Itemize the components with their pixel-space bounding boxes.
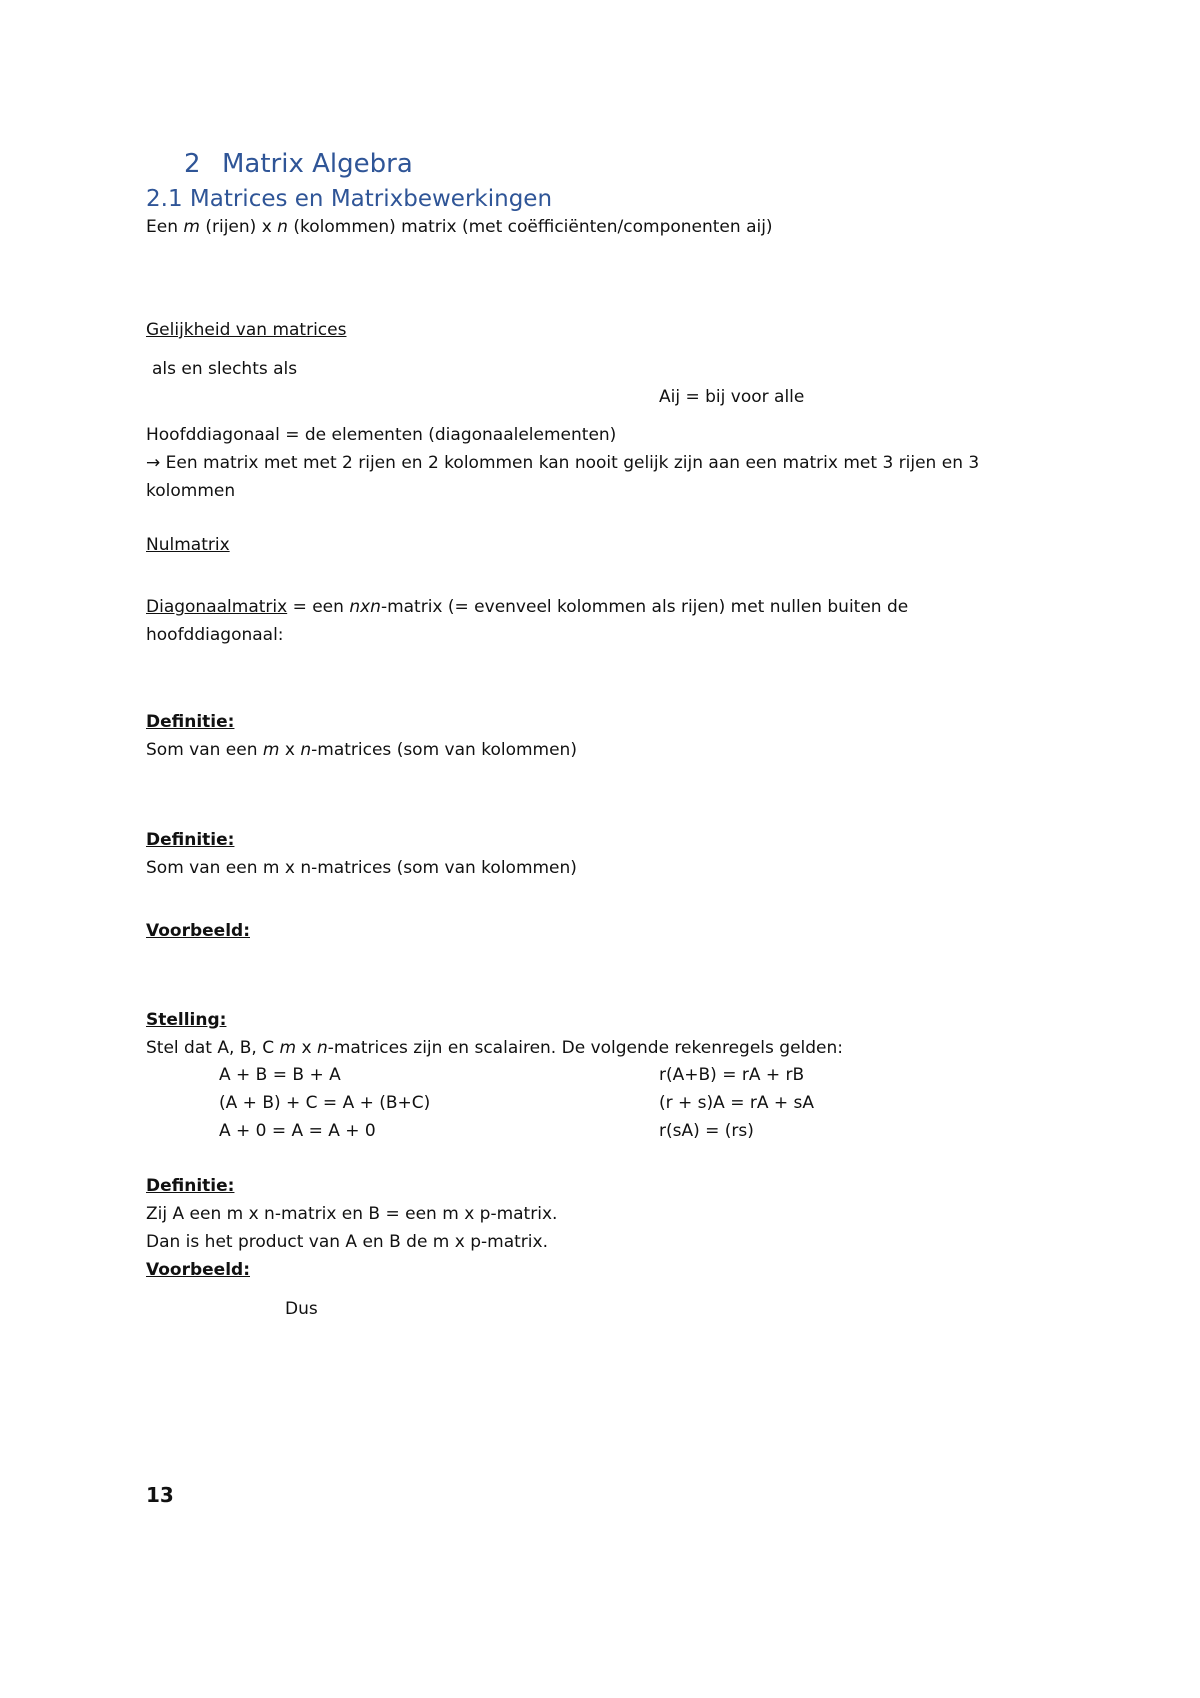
def1-x: x: [279, 740, 301, 760]
dus-text: Dus: [285, 1299, 318, 1319]
zero-matrix-heading: Nulmatrix: [146, 535, 230, 555]
equality-note-line2: kolommen: [146, 481, 236, 501]
intro-n: n: [277, 217, 288, 237]
theorem-n: n: [316, 1038, 328, 1058]
rule-left-2: (A + B) + C = A + (B+C): [219, 1093, 431, 1113]
rule-right-1: r(A+B) = rA + rB: [659, 1065, 805, 1085]
chapter-heading: [184, 149, 413, 179]
definition2-text: Som van een m x n-matrices (som van kolommen): [146, 858, 577, 878]
rule-left-3: A + 0 = A = A + 0: [219, 1121, 376, 1141]
def1-n: n: [300, 740, 312, 760]
equality-heading: Gelijkheid van matrices: [146, 320, 347, 340]
chapter-title: Matrix Algebra: [222, 149, 413, 179]
theorem-pre: Stel dat A, B, C: [146, 1038, 280, 1058]
intro-rows: (rijen) x: [199, 217, 278, 237]
theorem-x: x: [296, 1038, 317, 1058]
def1-post: -matrices (som van kolommen): [311, 740, 577, 760]
arrow-icon: →: [146, 453, 161, 473]
definition3-line2: Dan is het product van A en B de m x p-matrix.: [146, 1232, 548, 1252]
diagonal-post: -matrix (= evenveel kolommen als rijen) met nullen buiten de: [380, 597, 909, 617]
chapter-number: 2: [184, 149, 201, 179]
rule-right-3: r(sA) = (rs): [659, 1121, 754, 1141]
intro-pre: Een: [146, 217, 184, 237]
rule-right-2: (r + s)A = rA + sA: [659, 1093, 815, 1113]
example2-heading: Voorbeeld:: [146, 1260, 250, 1280]
equality-line2: Aij = bij voor alle: [659, 387, 805, 407]
definition1-text: [146, 740, 577, 760]
diagonal-matrix-line2: hoofddiagonaal:: [146, 625, 284, 645]
rule-left-1: A + B = B + A: [219, 1065, 341, 1085]
diagonal-pre: = een: [287, 597, 350, 617]
definition1-heading: Definitie:: [146, 712, 235, 732]
theorem-post: -matrices zijn en scalairen. De volgende rekenregels gelden:: [327, 1038, 844, 1058]
intro-m: m: [183, 217, 200, 237]
intro-post: (kolommen) matrix (met coëfficiënten/componenten aij): [287, 217, 773, 237]
example1-heading: Voorbeeld:: [146, 921, 250, 941]
theorem-heading: Stelling:: [146, 1010, 227, 1030]
theorem-text: [146, 1038, 843, 1058]
diagonal-matrix-heading: Diagonaalmatrix: [146, 597, 288, 617]
definition2-heading: Definitie:: [146, 830, 235, 850]
def1-m: m: [262, 740, 280, 760]
theorem-m: m: [279, 1038, 297, 1058]
equality-note-text: Een matrix met met 2 rijen en 2 kolommen kan nooit gelijk zijn aan een matrix met 3 rijen en 3: [160, 453, 980, 473]
diagonal-nxn: nxn: [349, 597, 381, 617]
diagonal-matrix-text: [146, 597, 908, 617]
def1-pre: Som van een: [146, 740, 263, 760]
section-heading: 2.1 Matrices en Matrixbewerkingen: [146, 186, 553, 212]
equality-note: [146, 453, 979, 473]
definition3-line1: Zij A een m x n-matrix en B = een m x p-matrix.: [146, 1204, 558, 1224]
intro-text: [146, 217, 773, 237]
diagonal-elements-text: Hoofddiagonaal = de elementen (diagonaalelementen): [146, 425, 617, 445]
equality-line1: als en slechts als: [152, 359, 298, 379]
page-number: 13: [146, 1483, 174, 1507]
definition3-heading: Definitie:: [146, 1176, 235, 1196]
